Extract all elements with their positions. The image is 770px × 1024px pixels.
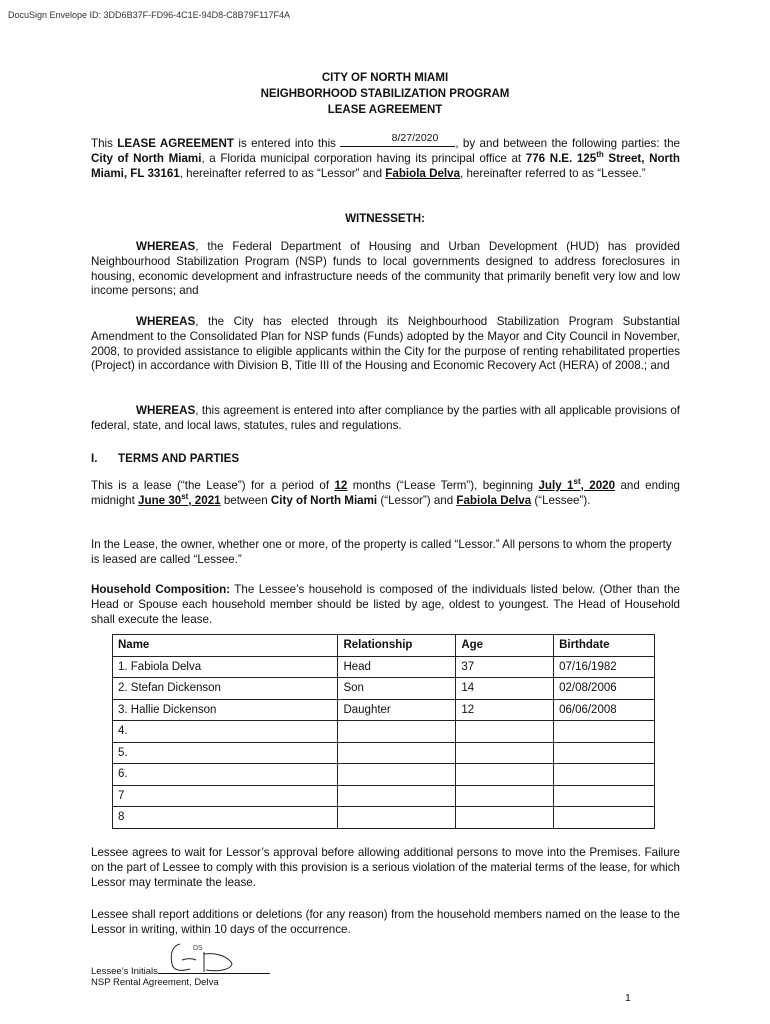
date-blank-line [340,136,455,147]
whereas-paragraph-2: WHEREAS, the City has elected through its Neighbourhood Stabilization Program Substantial Amendment to the Consolidated Plan for NSP funds (Funds) adopted by the Mayor and City Council in November, 2008, to provided assistance to eligible applicants within the City for the purpose of renting rehabilitated properties (Project) in accordance with Division B, Title III of the Housing and Economic Recovery Act (HERA) of 2008.; and [91,315,680,373]
table-row: 1. Fabiola Delva Head 37 07/16/1982 [113,656,655,678]
title-program: NEIGHBORHOOD STABILIZATION PROGRAM [260,88,510,100]
title-city: CITY OF NORTH MIAMI [321,72,449,84]
table-row: 6. [113,764,655,786]
household-table [112,634,655,829]
whereas-paragraph-3: WHEREAS, this agreement is entered into after compliance by the parties with all applicable provisions of federal, state, and local laws, statutes, rules and regulations. [91,404,680,432]
agreement-footer: NSP Rental Agreement, Delva [91,977,219,988]
report-paragraph: Lessee shall report additions or deletions (for any reason) from the household members named on the lease to the Lessor in writing, within 10 days of the occurrence. [91,908,680,936]
header-age: Age [456,635,554,657]
header-birthdate: Birthdate [554,635,655,657]
lease-term-paragraph: This is a lease (“the Lease”) for a period of 12 months (“Lease Term”), beginning July 1st, 2020 and ending midnight June 30st, 2021 between City of North Miami (“Lessor”) and Fabiola Delva (“Lessee”). [91,477,681,507]
table-row: 3. Hallie Dickenson Daughter 12 06/06/2008 [113,699,655,721]
section-heading: I. TERMS AND PARTIES [91,452,240,465]
initials-line [158,964,270,974]
approval-paragraph: Lessee agrees to wait for Lessor’s approval before allowing additional persons to move into the Premises. Failure on the part of Lessee to comply with this provision is a serious violation of the material terms of the lease, for which Lessor may terminate the lease. [91,846,680,889]
owner-paragraph: In the Lease, the owner, whether one or more, of the property is called “Lessor.” All persons to whom the property is leased are called “Lessee.” [91,538,672,566]
lessee-name: Fabiola Delva [385,166,461,180]
title-lease: LEASE AGREEMENT [327,104,443,116]
intro-paragraph: This LEASE AGREEMENT is entered into this , by and between the following parties: the City of North Miami, a Florida municipal corporation having its principal office at 776 N.E. 125th Street, North Miami, FL 33161, hereinafter referred to as “Lessor” and Fabiola Delva, hereinafter referred to as “Lessee.” [91,137,681,180]
page-number: 1 [625,992,631,1004]
initials-line-row: Lessee’s Initials [91,964,270,977]
date-field-value: 8/27/2020 [391,132,439,144]
table-header-row [113,635,655,657]
docusign-envelope-id: DocuSign Envelope ID: 3DD6B37F-FD96-4C1E-94D8-C8B79F117F4A [8,10,290,20]
table-row: 2. Stefan Dickenson Son 14 02/08/2006 [113,678,655,700]
table-row: 8 [113,807,655,829]
witnesseth-heading: WITNESSETH: [345,212,425,225]
header-relationship: Relationship [338,635,456,657]
table-row: 4. [113,721,655,743]
household-composition-paragraph: Household Composition: The Lessee’s household is composed of the individuals listed below. (Other than the Head or Spouse each household member should be listed by age, oldest to youngest. The Head of Household shall execute the lease. [91,583,680,626]
initials-mark: DS [193,945,203,952]
whereas-paragraph-1: WHEREAS, the Federal Department of Housing and Urban Development (HUD) has provided Neighbourhood Stabilization Program (NSP) funds to local governments designed to address foreclosures in housing, economic development and infrastructure needs of the community that primarily benefit very low and low income persons; and [91,240,680,298]
table-row: 7 [113,785,655,807]
table-row: 5. [113,742,655,764]
header-name: Name [113,635,338,657]
